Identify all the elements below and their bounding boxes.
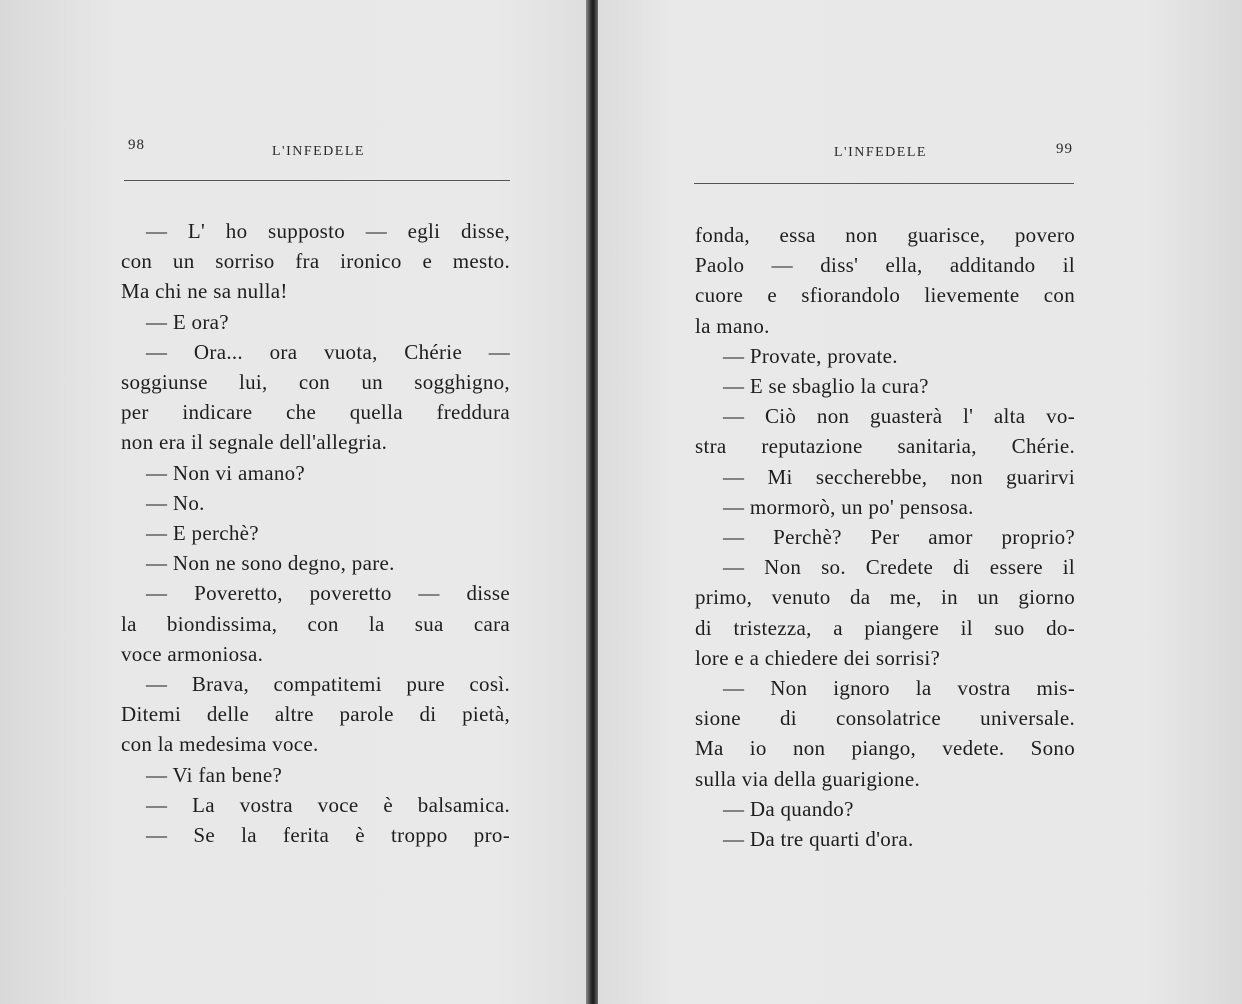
text-line: — Poveretto, poveretto — disse	[146, 581, 510, 606]
text-line: — mormorò, un po' pensosa.	[723, 494, 974, 519]
header-rule	[694, 183, 1074, 184]
text-line: Ditemi delle altre parole di pietà,	[121, 702, 510, 727]
text-line: cuore e sfiorandolo lievemente con	[695, 283, 1075, 308]
text-line: lore e a chiedere dei sorrisi?	[695, 645, 941, 670]
text-line: per indicare che quella freddura	[121, 400, 510, 425]
running-head: L'INFEDELE	[272, 144, 365, 159]
text-line: soggiunse lui, con un sogghigno,	[121, 370, 510, 394]
text-line: — Se la ferita è troppo pro-	[146, 823, 510, 847]
text-line: voce armoniosa.	[121, 641, 264, 666]
text-line: — E perchè?	[146, 521, 259, 545]
text-line: con un sorriso fra ironico e mesto.	[121, 249, 510, 274]
header-rule	[124, 180, 510, 181]
text-line: — Provate, provate.	[723, 343, 898, 368]
text-line: non era il segnale dell'allegria.	[121, 430, 388, 455]
text-line: — E se sbaglio la cura?	[723, 374, 929, 398]
text-line: la biondissima, con la sua cara	[121, 611, 510, 636]
text-line: — Brava, compatitemi pure così.	[146, 672, 510, 696]
text-line: — Da tre quarti d'ora.	[723, 827, 914, 851]
text-line: — No.	[146, 490, 205, 515]
text-line: — E ora?	[146, 309, 229, 334]
text-line: — Non so. Credete di essere il	[723, 555, 1075, 580]
text-line: — Vi fan bene?	[146, 762, 283, 787]
text-line: — La vostra voce è balsamica.	[146, 792, 510, 817]
text-line: Ma io non piango, vedete. Sono	[695, 736, 1075, 761]
page-number: 99	[1056, 141, 1073, 157]
text-line: — Non vi amano?	[146, 460, 306, 485]
text-line: con la medesima voce.	[121, 732, 319, 757]
book-gutter	[586, 0, 598, 1004]
running-head: L'INFEDELE	[834, 145, 927, 160]
text-line: di tristezza, a piangere il suo do-	[695, 615, 1075, 640]
text-line: Ma chi ne sa nulla!	[121, 279, 288, 304]
text-line: — Da quando?	[723, 796, 854, 821]
left-page	[0, 0, 586, 1004]
text-line: — Perchè? Per amor proprio?	[723, 525, 1075, 549]
text-line: — Ciò non guasterà l' alta vo-	[723, 404, 1075, 429]
text-line: — L' ho supposto — egli disse,	[146, 219, 510, 243]
text-line: fonda, essa non guarisce, povero	[695, 223, 1075, 247]
right-page	[598, 0, 1242, 1004]
text-line: Paolo — diss' ella, additando il	[695, 253, 1075, 278]
text-line: — Mi seccherebbe, non guarirvi	[723, 464, 1075, 489]
text-line: la mano.	[695, 313, 770, 338]
text-line: sulla via della guarigione.	[695, 766, 921, 791]
text-line: — Non ne sono degno, pare.	[146, 551, 395, 576]
text-line: — Ora... ora vuota, Chérie —	[146, 339, 510, 364]
text-line: stra reputazione sanitaria, Chérie.	[695, 434, 1075, 459]
text-line: sione di consolatrice universale.	[695, 706, 1075, 731]
text-line: primo, venuto da me, in un giorno	[695, 585, 1075, 610]
page-number: 98	[128, 137, 145, 153]
text-line: — Non ignoro la vostra mis-	[723, 676, 1075, 700]
